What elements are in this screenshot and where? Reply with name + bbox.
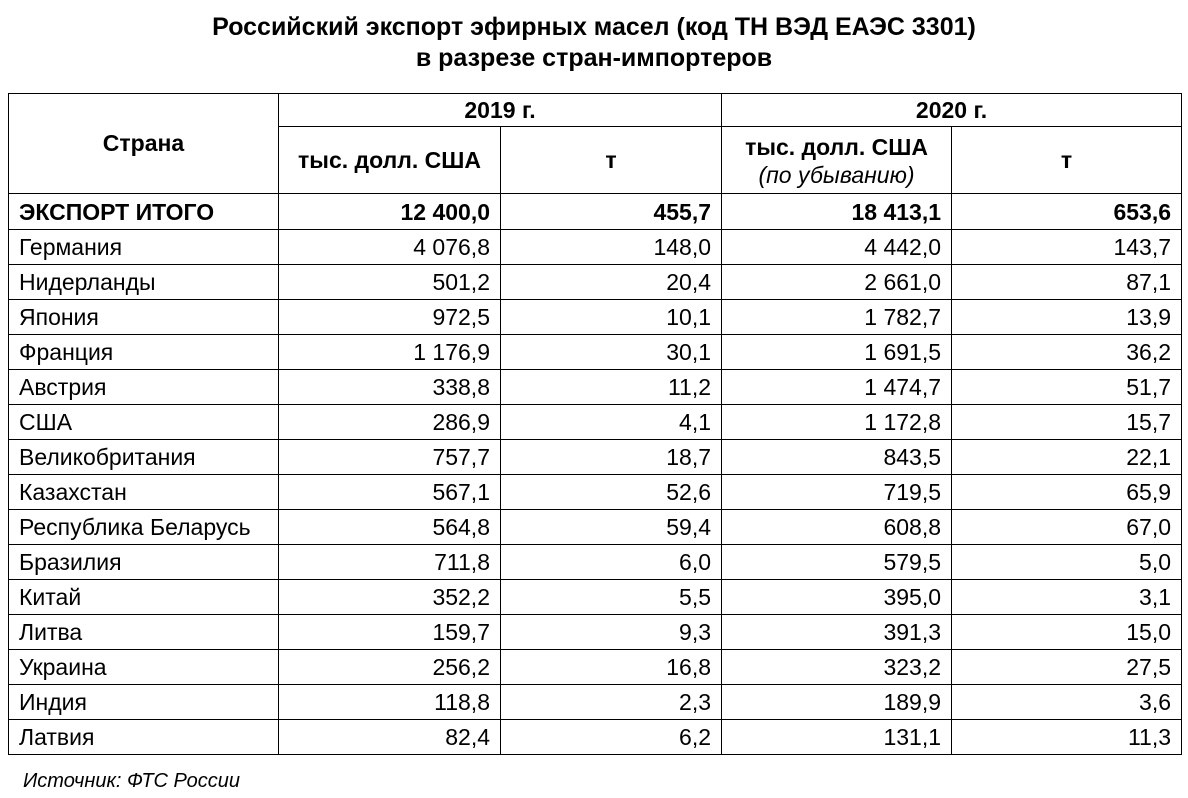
usd-2020-cell: 843,5 [722, 440, 952, 475]
tons-2020-cell: 36,2 [952, 335, 1182, 370]
country-name-cell: Австрия [9, 370, 279, 405]
source-note: Источник: ФТС России [23, 770, 241, 792]
usd-2019-cell: 1 176,9 [279, 335, 501, 370]
usd-2019-cell: 82,4 [279, 720, 501, 755]
country-name-cell: Германия [9, 230, 279, 265]
table-row [9, 230, 1182, 265]
tons-2020-cell: 15,7 [952, 405, 1182, 440]
usd-2020-cell: 131,1 [722, 720, 952, 755]
title-line-1: Российский экспорт эфирных масел (код ТН ВЭД ЕАЭС 3301) [212, 13, 976, 41]
usd-2020-cell: 608,8 [722, 510, 952, 545]
usd-header-2020 [722, 127, 952, 194]
table-row [9, 440, 1182, 475]
usd-2019-cell: 972,5 [279, 300, 501, 335]
tons-2020-cell: 143,7 [952, 230, 1182, 265]
year-header-2020: 2020 г. [722, 94, 1182, 127]
tons-2020-cell: 15,0 [952, 615, 1182, 650]
tons-2019-cell: 5,5 [501, 580, 722, 615]
header-row-years [9, 94, 1182, 127]
total-tons-2020: 653,6 [952, 194, 1182, 230]
country-column-header: Страна [9, 94, 279, 194]
tons-2020-cell: 67,0 [952, 510, 1182, 545]
country-name-cell: Бразилия [9, 545, 279, 580]
usd-2020-cell: 323,2 [722, 650, 952, 685]
tons-2020-cell: 3,1 [952, 580, 1182, 615]
usd-2020-cell: 579,5 [722, 545, 952, 580]
table-row [9, 545, 1182, 580]
sort-note: (по убыванию) [758, 162, 915, 188]
usd-2020-cell: 391,3 [722, 615, 952, 650]
usd-header-2020-label: тыс. долл. США [745, 134, 928, 160]
tons-2020-cell: 3,6 [952, 685, 1182, 720]
usd-2019-cell: 757,7 [279, 440, 501, 475]
usd-2020-cell: 189,9 [722, 685, 952, 720]
table-row [9, 580, 1182, 615]
usd-2019-cell: 352,2 [279, 580, 501, 615]
country-name-cell: Япония [9, 300, 279, 335]
total-row [9, 194, 1182, 230]
usd-2020-cell: 1 474,7 [722, 370, 952, 405]
usd-2020-cell: 2 661,0 [722, 265, 952, 300]
table-row [9, 265, 1182, 300]
tons-2019-cell: 2,3 [501, 685, 722, 720]
country-name-cell: Казахстан [9, 475, 279, 510]
country-name-cell: США [9, 405, 279, 440]
table-row [9, 405, 1182, 440]
tons-2019-cell: 52,6 [501, 475, 722, 510]
country-name-cell: Нидерланды [9, 265, 279, 300]
country-name-cell: Китай [9, 580, 279, 615]
usd-2019-cell: 501,2 [279, 265, 501, 300]
usd-2019-cell: 118,8 [279, 685, 501, 720]
usd-2020-cell: 1 782,7 [722, 300, 952, 335]
usd-2019-cell: 286,9 [279, 405, 501, 440]
tons-2019-cell: 6,0 [501, 545, 722, 580]
tons-2019-cell: 4,1 [501, 405, 722, 440]
country-name-cell: Украина [9, 650, 279, 685]
country-name-cell: Франция [9, 335, 279, 370]
tons-2020-cell: 22,1 [952, 440, 1182, 475]
table-row [9, 335, 1182, 370]
tons-2019-cell: 30,1 [501, 335, 722, 370]
tons-2019-cell: 16,8 [501, 650, 722, 685]
usd-2019-cell: 711,8 [279, 545, 501, 580]
tons-2020-cell: 13,9 [952, 300, 1182, 335]
tons-2019-cell: 10,1 [501, 300, 722, 335]
usd-2019-cell: 159,7 [279, 615, 501, 650]
table-row [9, 685, 1182, 720]
table-row [9, 510, 1182, 545]
tons-2020-cell: 5,0 [952, 545, 1182, 580]
table-row [9, 720, 1182, 755]
tons-header-2020: т [952, 127, 1182, 194]
usd-2019-cell: 564,8 [279, 510, 501, 545]
tons-2019-cell: 6,2 [501, 720, 722, 755]
table-row [9, 370, 1182, 405]
usd-2019-cell: 567,1 [279, 475, 501, 510]
year-header-2019: 2019 г. [279, 94, 722, 127]
country-name-cell: Литва [9, 615, 279, 650]
country-name-cell: Индия [9, 685, 279, 720]
tons-2019-cell: 59,4 [501, 510, 722, 545]
usd-2019-cell: 4 076,8 [279, 230, 501, 265]
title-line-2: в разрезе стран-импортеров [415, 44, 773, 72]
country-name-cell: Республика Беларусь [9, 510, 279, 545]
usd-2020-cell: 4 442,0 [722, 230, 952, 265]
table-row [9, 475, 1182, 510]
usd-2020-cell: 1 691,5 [722, 335, 952, 370]
tons-header-2019: т [501, 127, 722, 194]
usd-2019-cell: 338,8 [279, 370, 501, 405]
usd-2020-cell: 719,5 [722, 475, 952, 510]
country-name-cell: Латвия [9, 720, 279, 755]
tons-2020-cell: 11,3 [952, 720, 1182, 755]
tons-2020-cell: 87,1 [952, 265, 1182, 300]
table-row [9, 300, 1182, 335]
export-table [8, 93, 1182, 755]
total-usd-2019: 12 400,0 [279, 194, 501, 230]
tons-2020-cell: 27,5 [952, 650, 1182, 685]
tons-2019-cell: 148,0 [501, 230, 722, 265]
usd-2020-cell: 395,0 [722, 580, 952, 615]
page-title [0, 12, 1188, 74]
usd-2019-cell: 256,2 [279, 650, 501, 685]
country-name-cell: Великобритания [9, 440, 279, 475]
tons-2020-cell: 65,9 [952, 475, 1182, 510]
tons-2019-cell: 9,3 [501, 615, 722, 650]
table-row [9, 650, 1182, 685]
total-tons-2019: 455,7 [501, 194, 722, 230]
usd-header-2019: тыс. долл. США [279, 127, 501, 194]
tons-2019-cell: 11,2 [501, 370, 722, 405]
tons-2019-cell: 20,4 [501, 265, 722, 300]
total-usd-2020: 18 413,1 [722, 194, 952, 230]
tons-2019-cell: 18,7 [501, 440, 722, 475]
usd-2020-cell: 1 172,8 [722, 405, 952, 440]
tons-2020-cell: 51,7 [952, 370, 1182, 405]
table-row [9, 615, 1182, 650]
total-label: ЭКСПОРТ ИТОГО [9, 194, 279, 230]
